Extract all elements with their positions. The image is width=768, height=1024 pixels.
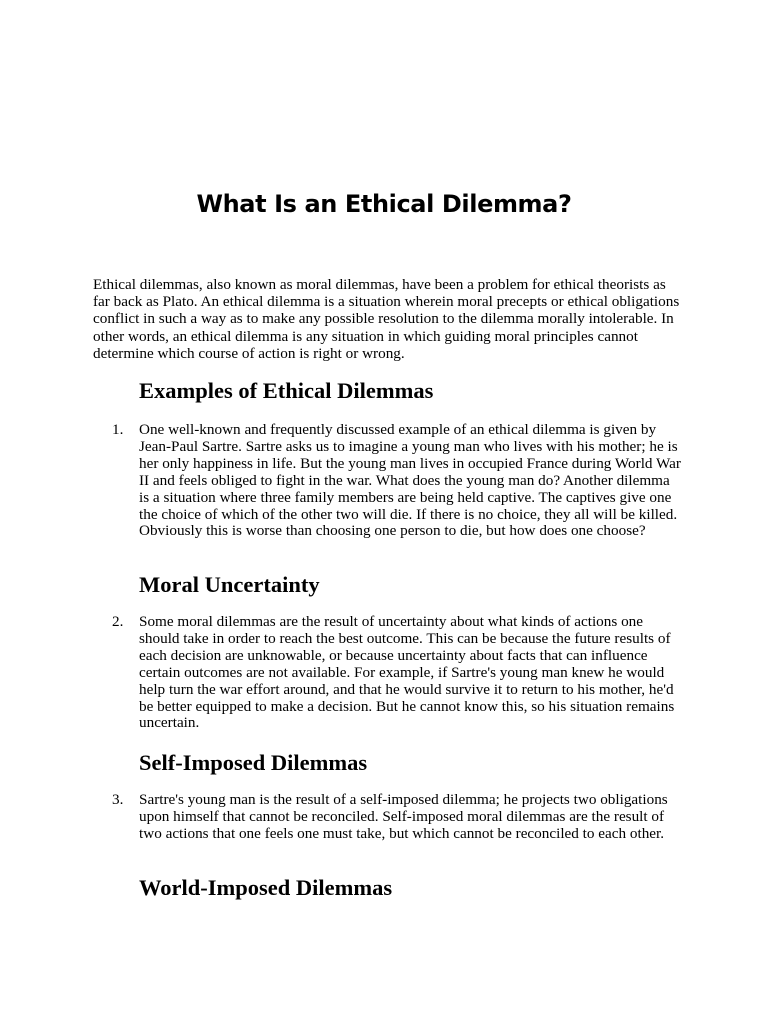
section-heading-world-imposed: World-Imposed Dilemmas xyxy=(139,875,393,900)
list-item-text: One well-known and frequently discussed example of an ethical dilemma is given by Jean-Paul Sartre. Sartre asks us to imagine a young man who lives with his mother; he is her only happiness in life. But the young man lives in occupied France during World War II and feels obliged to fight in the war. What does the young man do? Another dilemma is a situation where three family members are being held captive. The captives give one the choice of which of the other two will die. If there is no choice, they all will be killed. Obviously this is worse than choosing one person to die, but how does one choose? xyxy=(139,421,681,540)
list-item-number: 1. xyxy=(112,421,124,438)
list-item-text: Sartre's young man is the result of a self-imposed dilemma; he projects two obligations upon himself that cannot be reconciled. Self-imposed moral dilemmas are the result of two actions that one feels one must take, but which cannot be reconciled to each other. xyxy=(139,791,668,842)
list-item xyxy=(112,792,682,843)
page-title: What Is an Ethical Dilemma? xyxy=(196,190,572,218)
section-heading-moral-uncertainty: Moral Uncertainty xyxy=(139,572,320,597)
list-item-number: 3. xyxy=(112,791,124,808)
intro-paragraph: Ethical dilemmas, also known as moral dilemmas, have been a problem for ethical theorists as far back as Plato. An ethical dilemma is a situation wherein moral precepts or ethical obligations conflict in such a way as to make any possible resolution to the dilemma morally intolerable. In other words, an ethical dilemma is any situation in which guiding moral principles cannot determine which course of action is right or wrong. xyxy=(93,276,680,362)
list-item-number: 2. xyxy=(112,613,124,630)
list-item xyxy=(112,614,682,732)
list-item xyxy=(112,422,682,540)
section-heading-examples: Examples of Ethical Dilemmas xyxy=(139,378,434,403)
list-item-text: Some moral dilemmas are the result of uncertainty about what kinds of actions one should take in order to reach the best outcome. This can be because the future results of each decision are unknowable, or because uncertainty about facts that can influence certain outcomes are not available. For example, if Sartre's young man knew he would help turn the war effort around, and that he would survive it to return to his mother, he'd be better equipped to make a decision. But he cannot know this, so his situation remains uncertain. xyxy=(139,613,675,732)
section-heading-self-imposed: Self-Imposed Dilemmas xyxy=(139,750,368,775)
